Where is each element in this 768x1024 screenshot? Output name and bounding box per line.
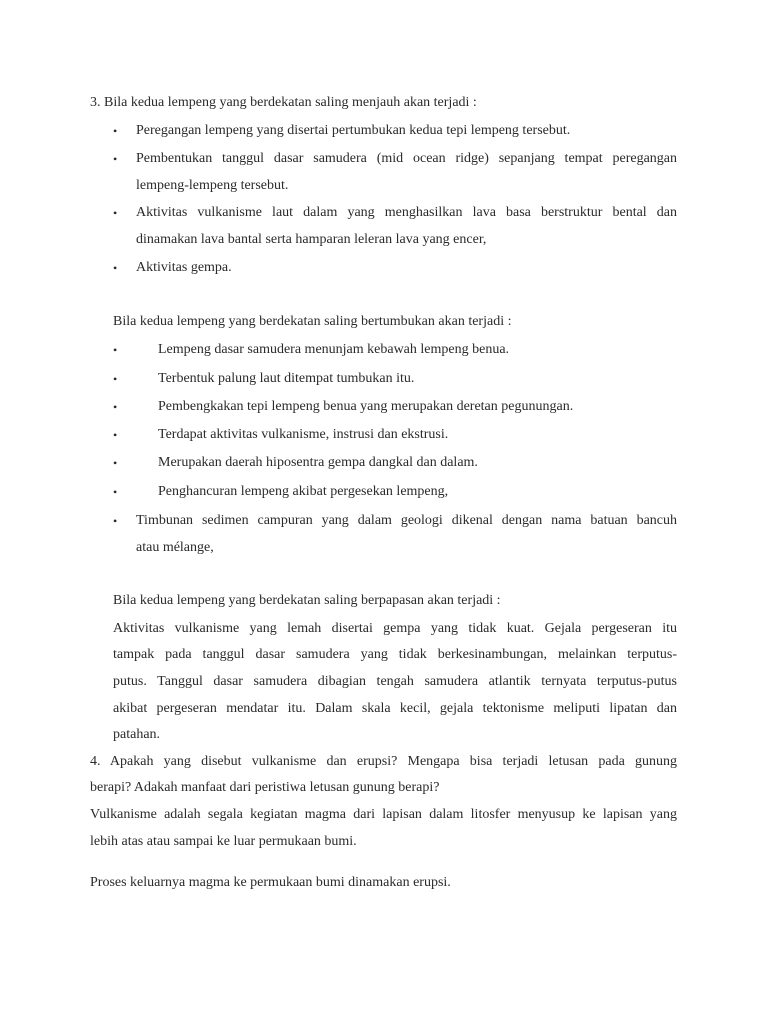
paragraph-line: putus. Tanggul dasar samudera dibagian tengah samudera atlantik ternyata terputus-putus	[113, 674, 677, 689]
erupsi-definition: Proses keluarnya magma ke permukaan bumi dinamakan erupsi.	[90, 875, 451, 890]
bullet-icon: •	[113, 400, 118, 414]
list-item-text: lempeng-lempeng tersebut.	[136, 178, 289, 193]
answer-line: lebih atas atau sampai ke luar permukaan bumi.	[90, 834, 357, 849]
bullet-icon: •	[113, 485, 118, 499]
paragraph-line: Aktivitas vulkanisme yang lemah disertai gempa yang tidak kuat. Gejala pergeseran itu	[113, 621, 677, 636]
bullet-icon: •	[113, 456, 118, 470]
bullet-icon: •	[113, 372, 118, 386]
paragraph-line: patahan.	[113, 727, 161, 742]
list-item-text: Pembengkakan tepi lempeng benua yang merupakan deretan pegunungan.	[158, 399, 574, 414]
bullet-icon: •	[113, 428, 118, 442]
collision-subheading: Bila kedua lempeng yang berdekatan saling bertumbukan akan terjadi :	[113, 314, 512, 329]
bullet-icon: •	[113, 206, 118, 220]
list-item-text: Terbentuk palung laut ditempat tumbukan itu.	[158, 371, 415, 386]
paragraph-line: tampak pada tanggul dasar samudera yang tidak berkesinambungan, melainkan terputus-	[113, 647, 677, 662]
list-item-text: Aktivitas gempa.	[136, 260, 232, 275]
bullet-icon: •	[113, 261, 118, 275]
list-item-text: Merupakan daerah hiposentra gempa dangkal dan dalam.	[158, 455, 478, 470]
list-item-text: atau mélange,	[136, 540, 214, 555]
list-item-text: Aktivitas vulkanisme laut dalam yang menghasilkan lava basa berstruktur bental dan	[136, 205, 677, 220]
list-item-text: Pembentukan tanggul dasar samudera (mid ocean ridge) sepanjang tempat peregangan	[136, 151, 677, 166]
list-item-text: dinamakan lava bantal serta hamparan leleran lava yang encer,	[136, 232, 487, 247]
question-line: 4. Apakah yang disebut vulkanisme dan erupsi? Mengapa bisa terjadi letusan pada gunung	[90, 754, 677, 769]
transform-subheading: Bila kedua lempeng yang berdekatan saling berpapasan akan terjadi :	[113, 593, 501, 608]
list-item-text: Terdapat aktivitas vulkanisme, instrusi dan ekstrusi.	[158, 427, 449, 442]
bullet-icon: •	[113, 343, 118, 357]
question-line: berapi? Adakah manfaat dari peristiwa letusan gunung berapi?	[90, 780, 440, 795]
list-item-text: Peregangan lempeng yang disertai pertumbukan kedua tepi lempeng tersebut.	[136, 123, 571, 138]
bullet-icon: •	[113, 514, 118, 528]
list-item-text: Lempeng dasar samudera menunjam kebawah lempeng benua.	[158, 342, 510, 357]
list-item-text: Timbunan sedimen campuran yang dalam geologi dikenal dengan nama batuan bancuh	[136, 513, 677, 528]
bullet-icon: •	[113, 124, 118, 138]
answer-line: Vulkanisme adalah segala kegiatan magma dari lapisan dalam litosfer menyusup ke lapisan yang	[90, 807, 677, 822]
paragraph-line: akibat pergeseran mendatar itu. Dalam skala kecil, gejala tektonisme meliputi lipatan dan	[113, 701, 677, 716]
list-item-text: Penghancuran lempeng akibat pergesekan lempeng,	[158, 484, 449, 499]
section-3-heading: 3. Bila kedua lempeng yang berdekatan saling menjauh akan terjadi :	[90, 95, 477, 110]
bullet-icon: •	[113, 152, 118, 166]
